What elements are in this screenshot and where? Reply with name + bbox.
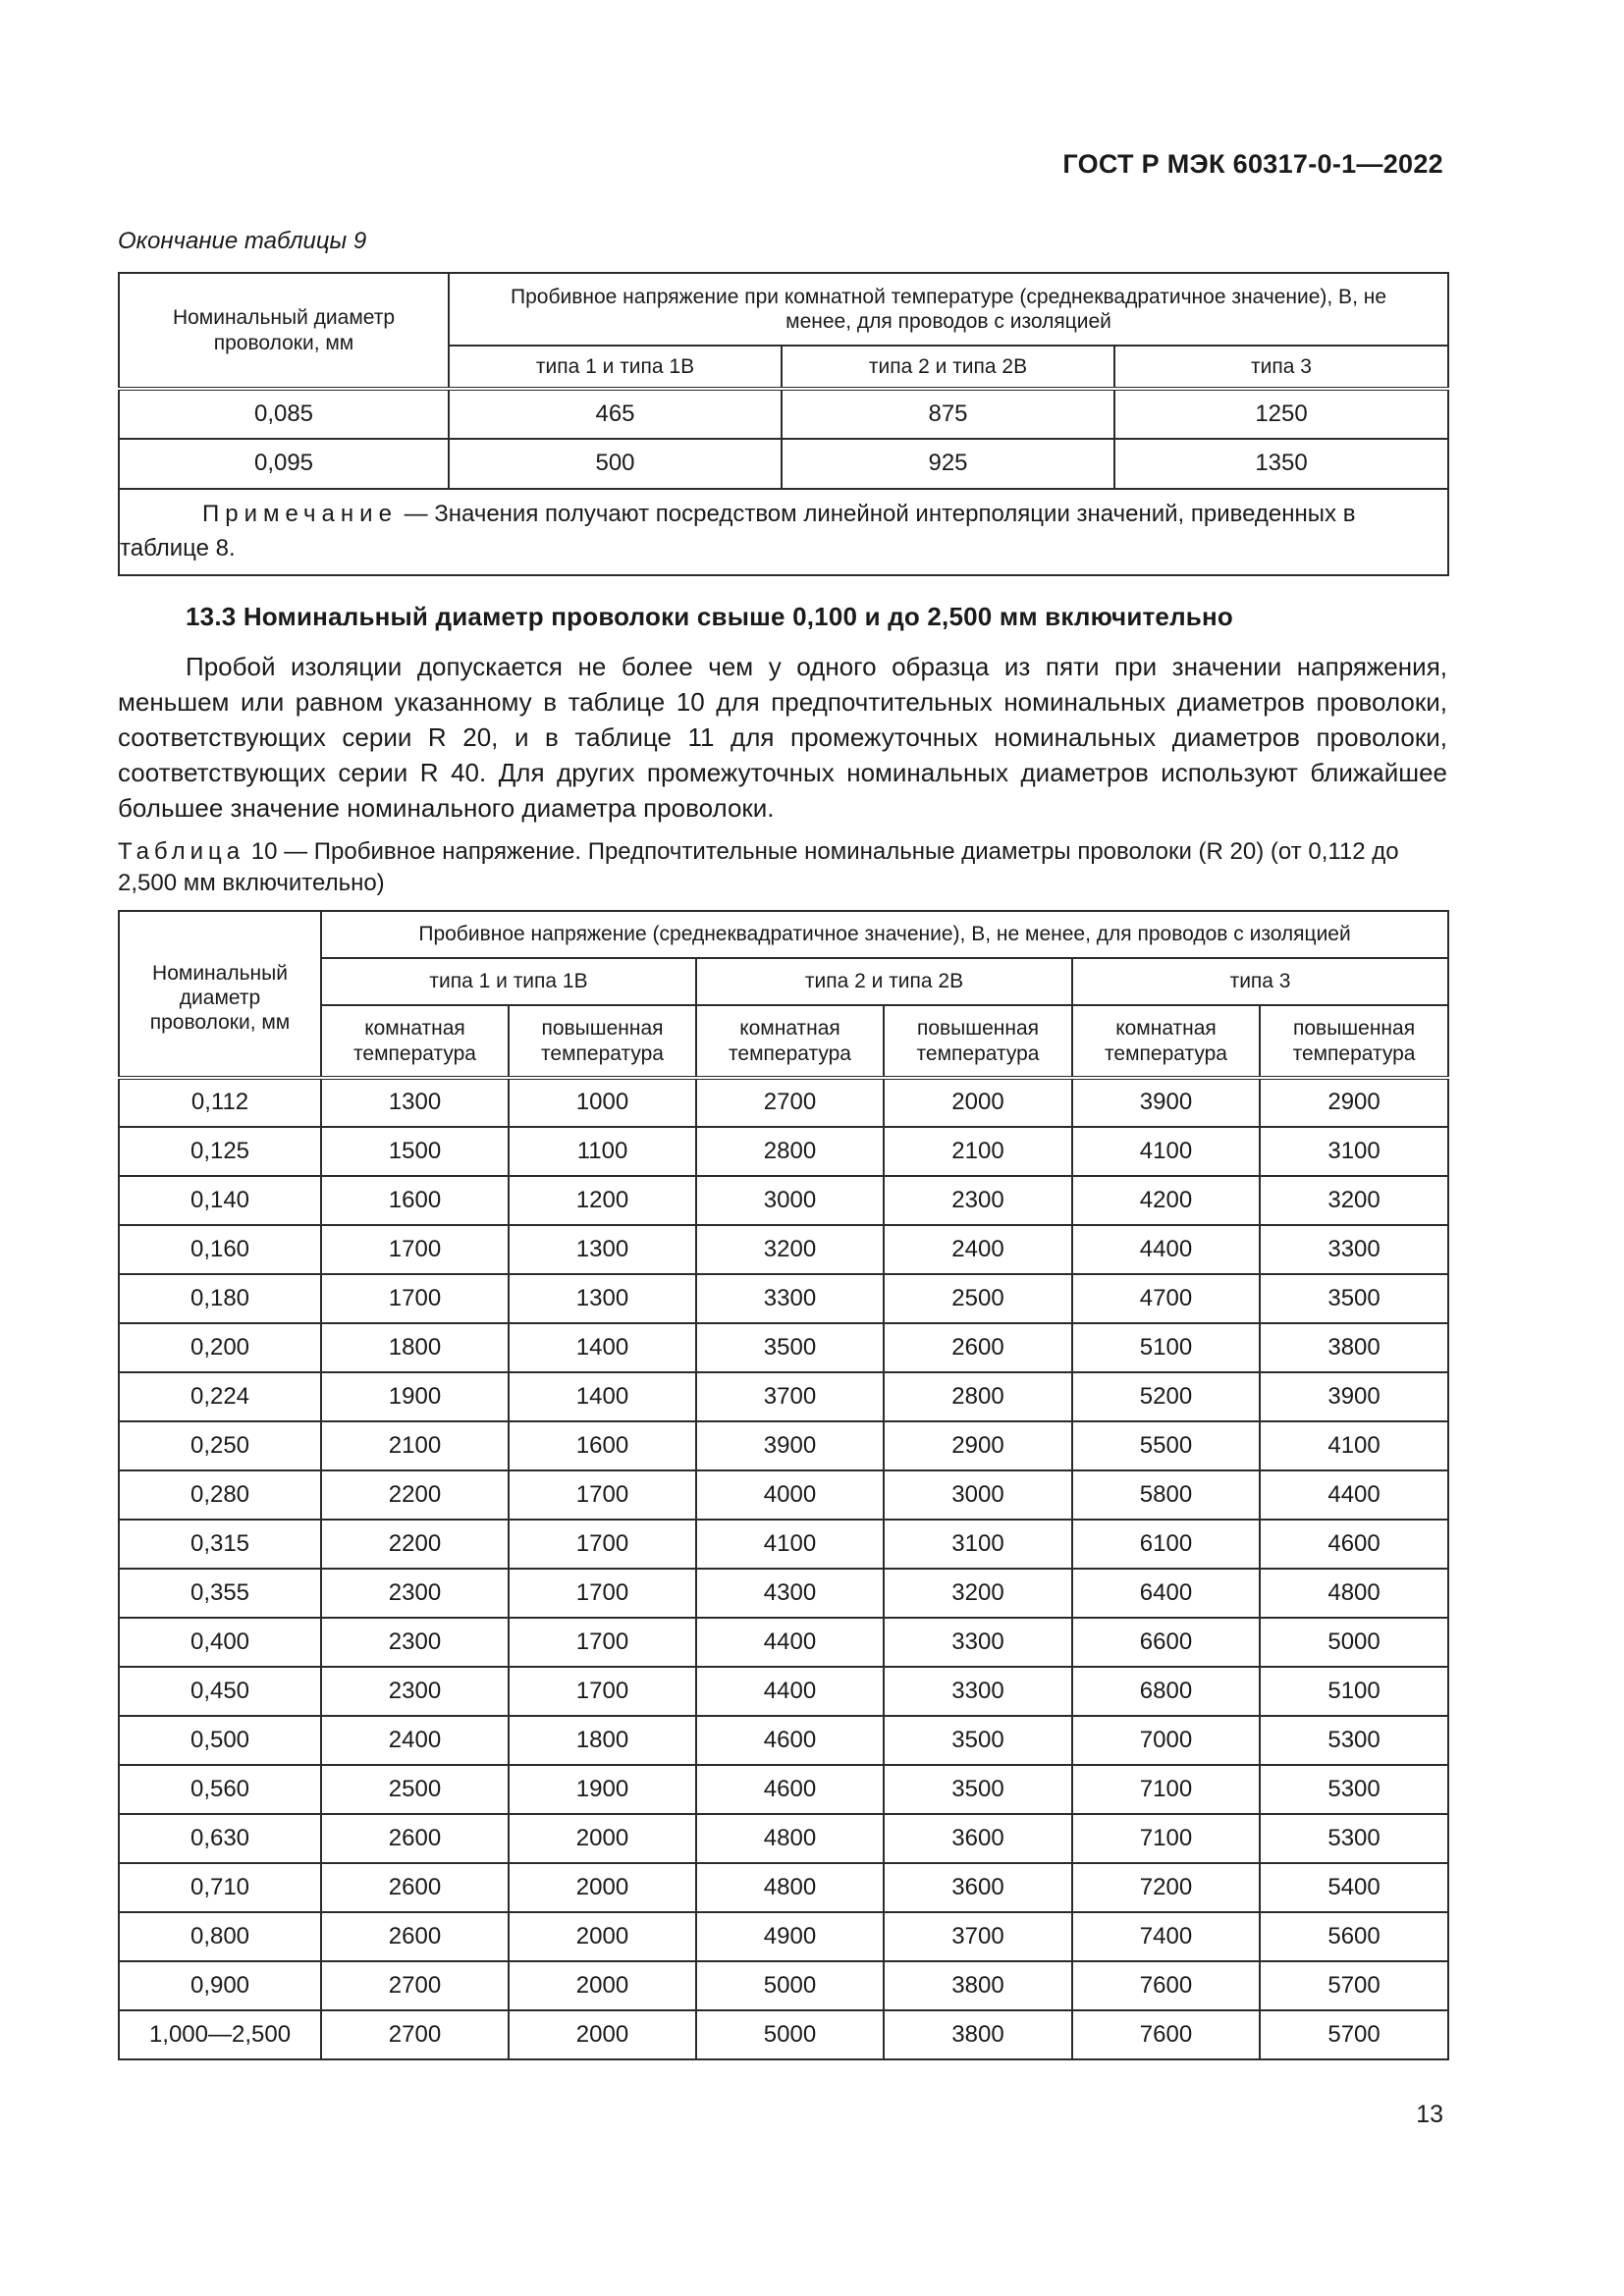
table-cell: 0,180 xyxy=(119,1274,321,1323)
table-cell: 3900 xyxy=(1072,1078,1260,1127)
table-cell: 0,200 xyxy=(119,1323,321,1372)
table-row xyxy=(119,2010,1448,2059)
table-cell: 2900 xyxy=(1260,1078,1448,1127)
table-cell: 2600 xyxy=(884,1323,1072,1372)
table-cell: 1000 xyxy=(509,1078,696,1127)
table-cell: 875 xyxy=(782,389,1114,439)
table-cell: 7400 xyxy=(1072,1912,1260,1961)
table-cell: 4600 xyxy=(696,1765,884,1814)
section-title: 13.3 Номинальный диаметр проволоки свыше 0,100 и до 2,500 мм включительно xyxy=(186,602,1233,631)
table-cell: 1800 xyxy=(321,1323,509,1372)
table-cell: 7200 xyxy=(1072,1863,1260,1912)
page-number: 13 xyxy=(1416,2101,1443,2128)
table-cell: 0,355 xyxy=(119,1569,321,1618)
table-cell: 0,630 xyxy=(119,1814,321,1863)
table-cell: 3300 xyxy=(884,1667,1072,1716)
table-cell: 2500 xyxy=(321,1765,509,1814)
table-cell: 3900 xyxy=(1260,1372,1448,1421)
table-cell: 4400 xyxy=(696,1667,884,1716)
table-cell: 0,900 xyxy=(119,1961,321,2010)
table-cell: 2000 xyxy=(509,1912,696,1961)
table-row xyxy=(119,1569,1448,1618)
table-cell: 5700 xyxy=(1260,2010,1448,2059)
table10-header-room-temp: комнатная температура xyxy=(696,1005,884,1078)
table-row xyxy=(119,1667,1448,1716)
table-cell: 5600 xyxy=(1260,1912,1448,1961)
table-cell: 3300 xyxy=(1260,1225,1448,1274)
table-cell: 0,315 xyxy=(119,1520,321,1569)
table-cell: 6400 xyxy=(1072,1569,1260,1618)
table-row xyxy=(119,1078,1448,1127)
table-cell: 1350 xyxy=(1114,439,1448,489)
table-cell: 3500 xyxy=(884,1765,1072,1814)
table-cell: 1700 xyxy=(509,1667,696,1716)
table-cell: 1300 xyxy=(509,1225,696,1274)
table-cell: 7100 xyxy=(1072,1765,1260,1814)
note-text-continued: таблице 8. xyxy=(120,534,236,561)
table-cell: 5300 xyxy=(1260,1765,1448,1814)
table-cell: 4000 xyxy=(696,1470,884,1520)
table10-header-room-temp: комнатная температура xyxy=(321,1005,509,1078)
table-cell: 0,160 xyxy=(119,1225,321,1274)
table-row xyxy=(119,1814,1448,1863)
table-cell: 1700 xyxy=(509,1569,696,1618)
table-cell: 5500 xyxy=(1072,1421,1260,1470)
table-cell: 465 xyxy=(449,389,782,439)
table-row xyxy=(119,1127,1448,1176)
table-cell: 3300 xyxy=(696,1274,884,1323)
table-cell: 0,250 xyxy=(119,1421,321,1470)
table-cell: 5800 xyxy=(1072,1470,1260,1520)
table-cell: 4800 xyxy=(696,1863,884,1912)
table-cell: 4400 xyxy=(1072,1225,1260,1274)
table-cell: 5000 xyxy=(1260,1618,1448,1667)
table-cell: 3800 xyxy=(884,2010,1072,2059)
table-row xyxy=(119,1961,1448,2010)
table-cell: 2700 xyxy=(321,1961,509,2010)
table-row xyxy=(119,1421,1448,1470)
table-cell: 1200 xyxy=(509,1176,696,1225)
table-cell: 2200 xyxy=(321,1520,509,1569)
table-cell: 500 xyxy=(449,439,782,489)
table-cell: 1600 xyxy=(321,1176,509,1225)
table-cell: 3500 xyxy=(1260,1274,1448,1323)
table-cell: 2800 xyxy=(884,1372,1072,1421)
table10-header-diameter: Номинальный диаметр проволоки, мм xyxy=(119,911,321,1078)
table-cell: 2900 xyxy=(884,1421,1072,1470)
table-row xyxy=(119,1863,1448,1912)
table-cell: 0,280 xyxy=(119,1470,321,1520)
table-cell: 7000 xyxy=(1072,1716,1260,1765)
table-cell: 3000 xyxy=(696,1176,884,1225)
table-row xyxy=(119,1323,1448,1372)
table-row xyxy=(119,1470,1448,1520)
document-code: ГОСТ Р МЭК 60317-0-1—2022 xyxy=(1062,149,1443,179)
table-cell: 4100 xyxy=(1072,1127,1260,1176)
table-cell: 1,000—2,500 xyxy=(119,2010,321,2059)
table-cell: 4400 xyxy=(696,1618,884,1667)
table-row xyxy=(119,1176,1448,1225)
table-cell: 1400 xyxy=(509,1372,696,1421)
table9-caption: Окончание таблицы 9 xyxy=(118,228,367,254)
table-cell: 0,224 xyxy=(119,1372,321,1421)
table-cell: 2400 xyxy=(321,1716,509,1765)
table9-header-diameter: Номинальный диаметр проволоки, мм xyxy=(119,273,449,389)
table10-header-type3: типа 3 xyxy=(1072,958,1448,1005)
table-cell: 1100 xyxy=(509,1127,696,1176)
table-cell: 3500 xyxy=(696,1323,884,1372)
table-cell: 2700 xyxy=(696,1078,884,1127)
table-cell: 1400 xyxy=(509,1323,696,1372)
table10-caption-text: 10 — Пробивное напряжение. Предпочтительные номинальные диаметры проволоки (R 20) (от 0,112 до 2,500 мм включительно) xyxy=(118,838,1399,896)
table-cell: 5400 xyxy=(1260,1863,1448,1912)
table-cell: 2300 xyxy=(321,1569,509,1618)
note-label: Примечание xyxy=(202,501,398,527)
table-row xyxy=(119,1618,1448,1667)
table-cell: 1600 xyxy=(509,1421,696,1470)
table-cell: 3500 xyxy=(884,1716,1072,1765)
table-cell: 1700 xyxy=(509,1520,696,1569)
table-cell: 5300 xyxy=(1260,1814,1448,1863)
table-cell: 2700 xyxy=(321,2010,509,2059)
table-cell: 3300 xyxy=(884,1618,1072,1667)
table-cell: 3700 xyxy=(696,1372,884,1421)
table-cell: 7600 xyxy=(1072,2010,1260,2059)
table9-note xyxy=(119,489,1448,575)
table-row xyxy=(119,1716,1448,1765)
table-cell: 6800 xyxy=(1072,1667,1260,1716)
table10-caption-word: Таблица xyxy=(118,838,245,865)
table-row xyxy=(119,439,1448,489)
table-cell: 0,560 xyxy=(119,1765,321,1814)
table-cell: 2500 xyxy=(884,1274,1072,1323)
table10-caption xyxy=(118,836,1447,899)
table-9 xyxy=(118,272,1449,576)
table-cell: 3200 xyxy=(1260,1176,1448,1225)
table-cell: 3100 xyxy=(1260,1127,1448,1176)
table-cell: 1700 xyxy=(321,1274,509,1323)
note-text: — Значения получают посредством линейной интерполяции значений, приведенных в xyxy=(397,501,1356,527)
table-cell: 5200 xyxy=(1072,1372,1260,1421)
table-cell: 3000 xyxy=(884,1470,1072,1520)
table-row xyxy=(119,1520,1448,1569)
table-cell: 0,710 xyxy=(119,1863,321,1912)
table-cell: 4300 xyxy=(696,1569,884,1618)
table-cell: 7100 xyxy=(1072,1814,1260,1863)
table-cell: 5300 xyxy=(1260,1716,1448,1765)
table-cell: 6100 xyxy=(1072,1520,1260,1569)
table-cell: 2000 xyxy=(509,2010,696,2059)
table10-header-type1: типа 1 и типа 1B xyxy=(321,958,696,1005)
table9-header-voltage: Пробивное напряжение при комнатной температуре (среднеквадратичное значение), В, не менее, для проводов с изоляцией xyxy=(449,273,1448,346)
table-row xyxy=(119,1372,1448,1421)
table-cell: 4600 xyxy=(1260,1520,1448,1569)
table-cell: 4200 xyxy=(1072,1176,1260,1225)
table-cell: 2000 xyxy=(884,1078,1072,1127)
table-cell: 5000 xyxy=(696,2010,884,2059)
table-row xyxy=(119,1225,1448,1274)
table-cell: 4100 xyxy=(696,1520,884,1569)
table-cell: 0,450 xyxy=(119,1667,321,1716)
table-cell: 2600 xyxy=(321,1814,509,1863)
table-cell: 4800 xyxy=(696,1814,884,1863)
table-cell: 4600 xyxy=(696,1716,884,1765)
table-row xyxy=(119,1274,1448,1323)
table-cell: 2000 xyxy=(509,1961,696,2010)
table-cell: 1700 xyxy=(509,1618,696,1667)
table-cell: 3800 xyxy=(884,1961,1072,2010)
table-cell: 0,125 xyxy=(119,1127,321,1176)
table-cell: 3600 xyxy=(884,1863,1072,1912)
table-cell: 1300 xyxy=(321,1078,509,1127)
table-cell: 3900 xyxy=(696,1421,884,1470)
table-row xyxy=(119,1912,1448,1961)
table-cell: 0,085 xyxy=(119,389,449,439)
table-cell: 1700 xyxy=(321,1225,509,1274)
table9-header-type1: типа 1 и типа 1B xyxy=(449,346,782,389)
table-cell: 2000 xyxy=(509,1863,696,1912)
table-cell: 4800 xyxy=(1260,1569,1448,1618)
table-cell: 5000 xyxy=(696,1961,884,2010)
section-paragraph: Пробой изоляции допускается не более чем у одного образца из пяти при значении напряжения, меньшем или равном указанному в таблице 10 для предпочтительных номинальных диаметров проволоки, соответствующих серии R 20, и в таблице 11 для промежуточных номинальных диаметров проволоки, соответствующих серии R 40. Для других промежуточных номинальных диаметров используют ближайшее большее значение номинального диаметра проволоки. xyxy=(118,652,1447,823)
table9-header-type2: типа 2 и типа 2B xyxy=(782,346,1114,389)
table-cell: 3600 xyxy=(884,1814,1072,1863)
table-cell: 7600 xyxy=(1072,1961,1260,2010)
table-cell: 1250 xyxy=(1114,389,1448,439)
table10-header-high-temp: повышенная температура xyxy=(509,1005,696,1078)
table-cell: 5700 xyxy=(1260,1961,1448,2010)
table-cell: 3100 xyxy=(884,1520,1072,1569)
table-cell: 0,095 xyxy=(119,439,449,489)
table-cell: 4400 xyxy=(1260,1470,1448,1520)
table-cell: 4900 xyxy=(696,1912,884,1961)
table10-header-voltage: Пробивное напряжение (среднеквадратичное значение), В, не менее, для проводов с изоляцией xyxy=(321,911,1448,958)
table-cell: 0,500 xyxy=(119,1716,321,1765)
table-cell: 0,112 xyxy=(119,1078,321,1127)
table-cell: 6600 xyxy=(1072,1618,1260,1667)
table-cell: 2300 xyxy=(321,1667,509,1716)
table-cell: 3700 xyxy=(884,1912,1072,1961)
table10-header-type2: типа 2 и типа 2B xyxy=(696,958,1072,1005)
table-cell: 925 xyxy=(782,439,1114,489)
table-cell: 4700 xyxy=(1072,1274,1260,1323)
table-cell: 2300 xyxy=(884,1176,1072,1225)
table-cell: 2100 xyxy=(884,1127,1072,1176)
table-cell: 2200 xyxy=(321,1470,509,1520)
table-cell: 5100 xyxy=(1072,1323,1260,1372)
table-cell: 2600 xyxy=(321,1912,509,1961)
table-cell: 0,400 xyxy=(119,1618,321,1667)
table-cell: 2800 xyxy=(696,1127,884,1176)
table10-header-high-temp: повышенная температура xyxy=(1260,1005,1448,1078)
table-cell: 2600 xyxy=(321,1863,509,1912)
table-cell: 2300 xyxy=(321,1618,509,1667)
table-cell: 2400 xyxy=(884,1225,1072,1274)
table-row xyxy=(119,389,1448,439)
table-cell: 5100 xyxy=(1260,1667,1448,1716)
table-cell: 2000 xyxy=(509,1814,696,1863)
table-cell: 1900 xyxy=(509,1765,696,1814)
table-cell: 4100 xyxy=(1260,1421,1448,1470)
table-10 xyxy=(118,910,1449,2060)
table-cell: 1800 xyxy=(509,1716,696,1765)
table-cell: 3200 xyxy=(696,1225,884,1274)
table-cell: 2100 xyxy=(321,1421,509,1470)
table-cell: 0,800 xyxy=(119,1912,321,1961)
table10-header-room-temp: комнатная температура xyxy=(1072,1005,1260,1078)
table10-header-high-temp: повышенная температура xyxy=(884,1005,1072,1078)
table-cell: 3800 xyxy=(1260,1323,1448,1372)
table-cell: 0,140 xyxy=(119,1176,321,1225)
table-cell: 3200 xyxy=(884,1569,1072,1618)
table-cell: 1900 xyxy=(321,1372,509,1421)
table-row xyxy=(119,1765,1448,1814)
table9-header-type3: типа 3 xyxy=(1114,346,1448,389)
table-cell: 1300 xyxy=(509,1274,696,1323)
table-cell: 1500 xyxy=(321,1127,509,1176)
table-cell: 1700 xyxy=(509,1470,696,1520)
